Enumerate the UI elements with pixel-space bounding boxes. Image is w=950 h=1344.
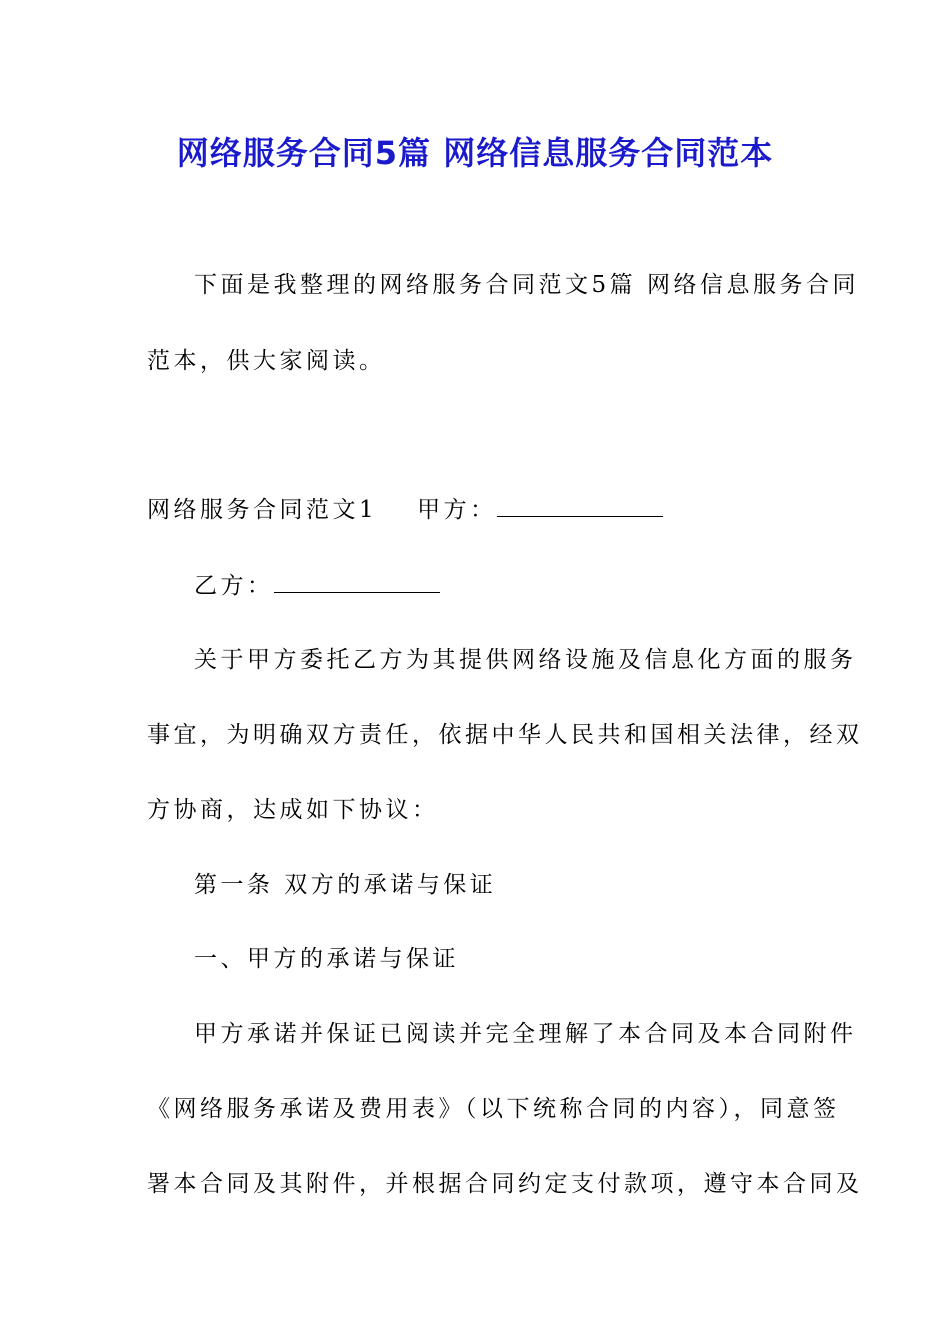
party-a-label: 甲方： bbox=[417, 497, 497, 523]
para2-line-3: 署本合同及其附件，并根据合同约定支付款项，遵守本合同及 bbox=[147, 1171, 863, 1197]
party-a-blank-line bbox=[497, 498, 663, 517]
subsection1-heading: 一、甲方的承诺与保证 bbox=[194, 946, 459, 972]
para1-line-2: 事宜，为明确双方责任，依据中华人民共和国相关法律，经双 bbox=[147, 722, 863, 748]
section1-heading-row bbox=[147, 495, 663, 525]
para1-line-3: 方协商，达成如下协议： bbox=[147, 797, 439, 823]
section1-heading: 网络服务合同范文1 bbox=[147, 497, 378, 523]
document-title: 网络服务合同5篇 网络信息服务合同范本 bbox=[176, 134, 774, 172]
party-b-blank-line bbox=[274, 574, 440, 593]
intro-line-1: 下面是我整理的网络服务合同范文5篇 网络信息服务合同 bbox=[194, 272, 859, 298]
party-b-row bbox=[194, 571, 440, 601]
intro-line-2: 范本，供大家阅读。 bbox=[147, 348, 386, 374]
party-b-label: 乙方： bbox=[194, 573, 274, 599]
para1-line-1: 关于甲方委托乙方为其提供网络设施及信息化方面的服务 bbox=[194, 647, 857, 673]
para2-line-1: 甲方承诺并保证已阅读并完全理解了本合同及本合同附件 bbox=[194, 1021, 857, 1047]
article1-heading: 第一条 双方的承诺与保证 bbox=[194, 872, 497, 898]
para2-line-2: 《网络服务承诺及费用表》（以下统称合同的内容），同意签 bbox=[147, 1096, 840, 1122]
